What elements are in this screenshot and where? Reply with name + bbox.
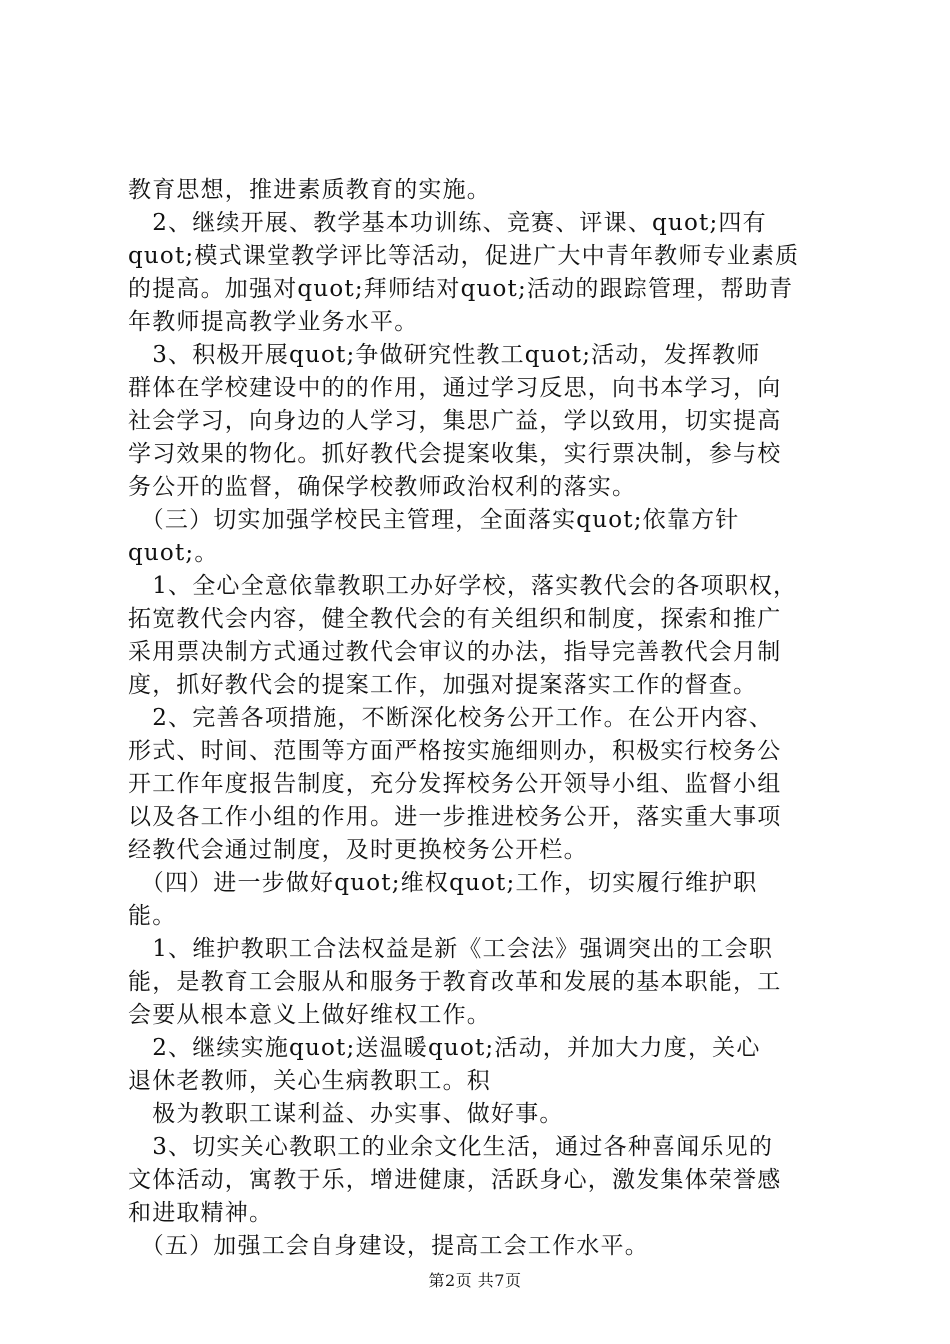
text-line: 会要从根本意义上做好维权工作。 xyxy=(128,1002,491,1028)
text-line: 2、继续实施quot;送温暖quot;活动，并加大力度，关心 xyxy=(128,1035,761,1061)
text-line: 年教师提高教学业务水平。 xyxy=(128,309,419,335)
page-number: 第2页 共7页 xyxy=(428,1271,522,1290)
text-line: 1、全心全意依靠教职工办好学校，落实教代会的各项职权， xyxy=(128,573,798,599)
text-line: 3、切实关心教职工的业余文化生活，通过各种喜闻乐见的 xyxy=(128,1134,774,1160)
text-line: 学习效果的物化。抓好教代会提案收集，实行票决制，参与校 xyxy=(128,441,782,467)
text-line: 文体活动，寓教于乐，增进健康，活跃身心，激发集体荣誉感 xyxy=(128,1167,782,1193)
text-line: 采用票决制方式通过教代会审议的办法，指导完善教代会月制 xyxy=(128,639,782,665)
section-heading-4: （四）进一步做好quot;维权quot;工作，切实履行维护职 xyxy=(128,870,758,896)
text-line: 能。 xyxy=(128,903,177,929)
section-heading-3: （三）切实加强学校民主管理，全面落实quot;依靠方针 xyxy=(128,507,740,533)
text-line: 群体在学校建设中的的作用，通过学习反思，向书本学习，向 xyxy=(128,375,782,401)
text-line: 2、继续开展、教学基本功训练、竞赛、评课、quot;四有 xyxy=(128,210,767,236)
text-line: quot;模式课堂教学评比等活动，促进广大中青年教师专业素质 xyxy=(128,243,800,269)
text-line: 拓宽教代会内容，健全教代会的有关组织和制度，探索和推广 xyxy=(128,606,782,632)
text-line: 的提高。加强对quot;拜师结对quot;活动的跟踪管理，帮助青 xyxy=(128,276,794,302)
text-line: 开工作年度报告制度，充分发挥校务公开领导小组、监督小组 xyxy=(128,771,782,797)
text-line: 教育思想，推进素质教育的实施。 xyxy=(128,177,491,203)
text-line: 形式、时间、范围等方面严格按实施细则办，积极实行校务公 xyxy=(128,738,782,764)
text-line: 以及各工作小组的作用。进一步推进校务公开，落实重大事项 xyxy=(128,804,782,830)
text-line: 2、完善各项措施，不断深化校务公开工作。在公开内容、 xyxy=(128,705,774,731)
text-line: quot;。 xyxy=(128,540,219,566)
text-line: 极为教职工谋利益、办实事、做好事。 xyxy=(128,1101,564,1127)
text-line: 能，是教育工会服从和服务于教育改革和发展的基本职能，工 xyxy=(128,969,782,995)
text-line: 经教代会通过制度，及时更换校务公开栏。 xyxy=(128,837,588,863)
text-line: 度，抓好教代会的提案工作，加强对提案落实工作的督查。 xyxy=(128,672,758,698)
text-line: 3、积极开展quot;争做研究性教工quot;活动，发挥教师 xyxy=(128,342,761,368)
text-line: 和进取精神。 xyxy=(128,1200,274,1226)
text-line: 退休老教师，关心生病教职工。积 xyxy=(128,1068,491,1094)
text-line: 务公开的监督，确保学校教师政治权利的落实。 xyxy=(128,474,637,500)
text-line: 1、维护教职工合法权益是新《工会法》强调突出的工会职 xyxy=(128,936,774,962)
section-heading-5: （五）加强工会自身建设，提高工会工作水平。 xyxy=(128,1233,649,1259)
text-line: 社会学习，向身边的人学习，集思广益，学以致用，切实提高 xyxy=(128,408,782,434)
